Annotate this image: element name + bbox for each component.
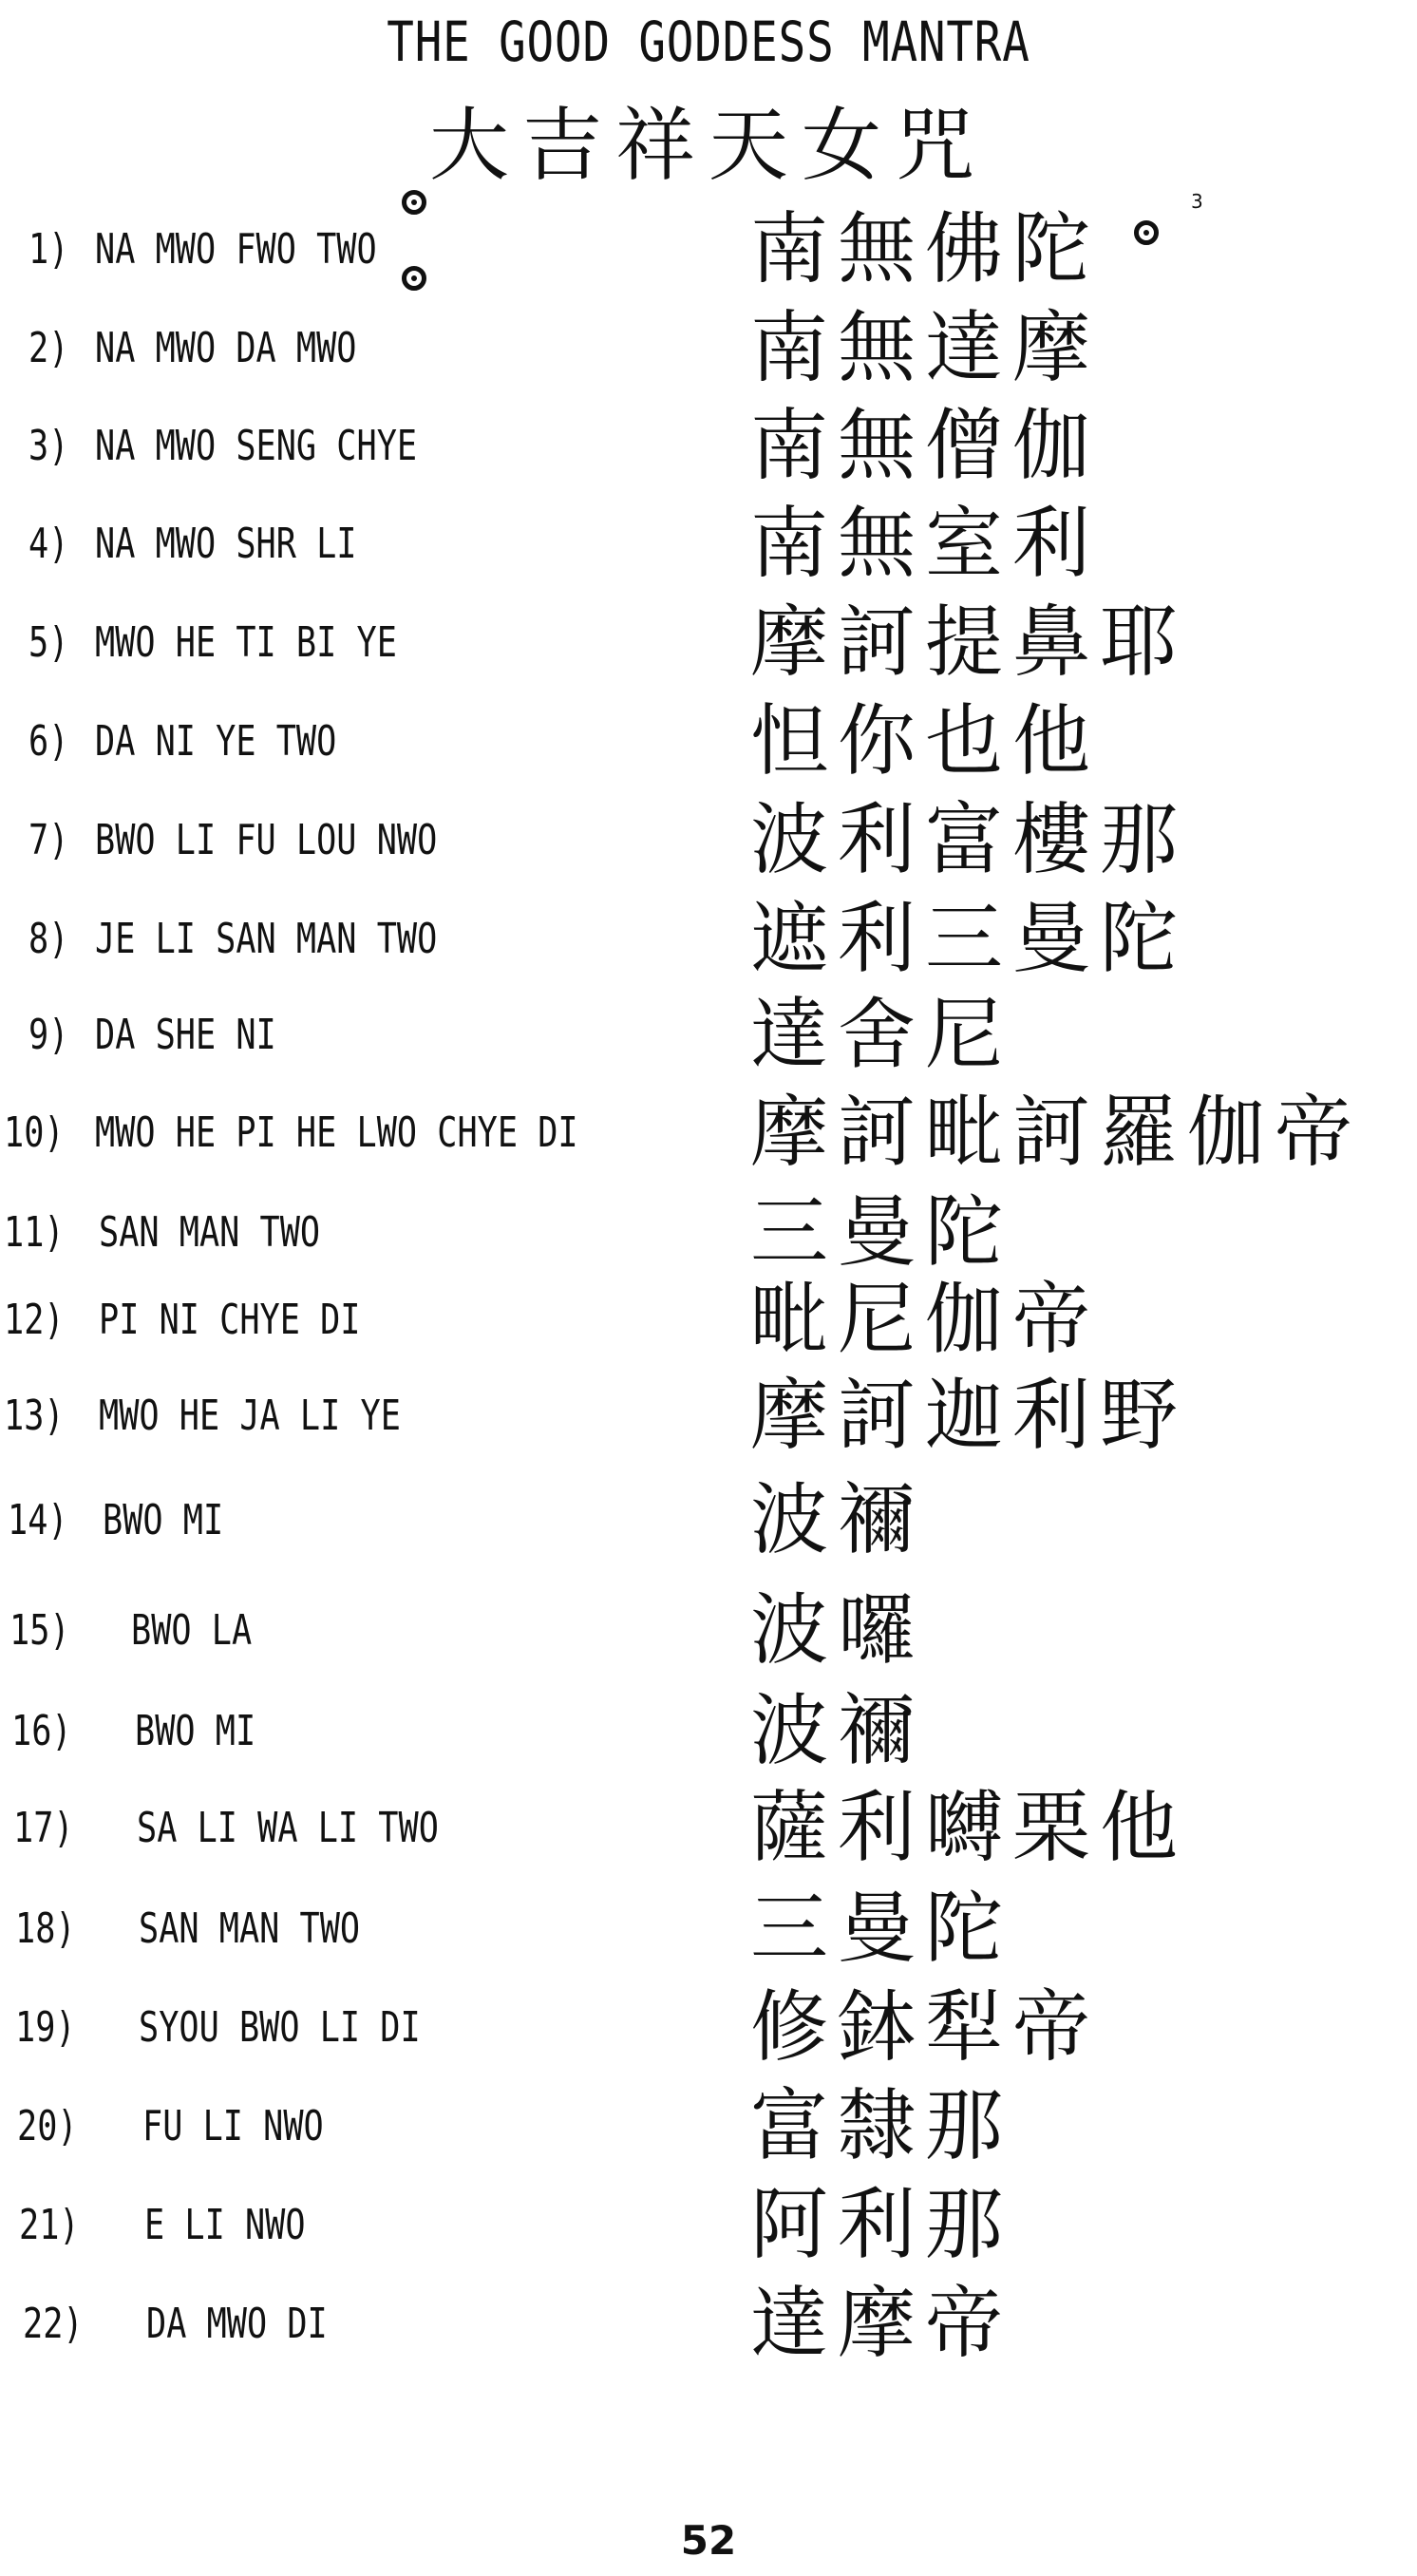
- romanization: NA MWO SHR LI: [95, 520, 357, 568]
- line-number: 1): [28, 225, 69, 274]
- line-number: 5): [28, 618, 69, 667]
- romanization: BWO LI FU LOU NWO: [95, 816, 438, 864]
- chinese-text: 富隸那: [750, 2081, 1013, 2171]
- romanization: MWO HE TI BI YE: [95, 618, 397, 667]
- mantra-line-3: [0, 401, 1417, 491]
- mantra-line-11: [0, 1187, 1417, 1278]
- romanization: SAN MAN TWO: [99, 1208, 321, 1257]
- line-number: 20): [17, 2102, 78, 2150]
- romanization: MWO HE PI HE LWO CHYE DI: [95, 1108, 578, 1157]
- line-number: 22): [23, 2300, 84, 2348]
- line-number: 4): [28, 520, 69, 568]
- romanization: NA MWO SENG CHYE: [95, 422, 418, 470]
- dharma-circle-icon: [1134, 220, 1159, 245]
- line-number: 17): [13, 1804, 74, 1852]
- line-number: 9): [28, 1011, 69, 1059]
- line-number: 10): [4, 1108, 65, 1157]
- line-number: 7): [28, 816, 69, 864]
- chinese-text: 修鉢犁帝: [750, 1982, 1101, 2073]
- romanization: FU LI NWO: [142, 2102, 324, 2150]
- chinese-text: 薩利嚩栗他: [750, 1783, 1188, 1873]
- line-number: 2): [28, 324, 69, 372]
- romanization: DA NI YE TWO: [95, 717, 337, 766]
- chinese-text: 達摩帝: [750, 2279, 1013, 2369]
- mantra-line-19: [0, 1982, 1417, 2073]
- chinese-text: 怛你也他: [750, 696, 1101, 786]
- chinese-text: 摩訶毗訶羅伽帝: [750, 1088, 1363, 1178]
- line-number: 15): [9, 1606, 70, 1655]
- romanization: MWO HE JA LI YE: [99, 1392, 401, 1440]
- line-number: 8): [28, 915, 69, 963]
- romanization: SA LI WA LI TWO: [137, 1804, 439, 1852]
- chinese-text: 摩訶迦利野: [750, 1371, 1188, 1461]
- mantra-line-17: [0, 1783, 1417, 1873]
- mantra-line-4: [0, 499, 1417, 589]
- chinese-text: 波禰: [750, 1475, 926, 1565]
- mantra-line-1: [0, 204, 1417, 294]
- romanization: PI NI CHYE DI: [99, 1296, 361, 1344]
- chinese-text: 達舍尼: [750, 990, 1013, 1080]
- mantra-line-7: [0, 795, 1417, 885]
- chinese-text: 毗尼伽帝: [750, 1275, 1101, 1365]
- romanization: NA MWO FWO TWO: [95, 225, 377, 274]
- romanization: NA MWO DA MWO: [95, 324, 357, 372]
- line-number: 6): [28, 717, 69, 766]
- chinese-text: 遮利三曼陀: [750, 894, 1188, 984]
- romanization: DA SHE NI: [95, 1011, 276, 1059]
- page-title-chinese: 大吉祥天女咒: [428, 99, 988, 192]
- page-number: 52: [680, 2517, 737, 2564]
- mantra-line-2: [0, 303, 1417, 393]
- chinese-text: 南無達摩: [750, 303, 1101, 393]
- chinese-text: 波利富樓那: [750, 795, 1188, 885]
- dharma-circle-icon: [402, 190, 426, 215]
- line-number: 13): [4, 1392, 65, 1440]
- mantra-line-12: [0, 1275, 1417, 1365]
- marker-number: 3: [1191, 190, 1203, 213]
- mantra-line-5: [0, 597, 1417, 688]
- romanization: SYOU BWO LI DI: [139, 2003, 421, 2052]
- line-number: 14): [8, 1496, 68, 1544]
- line-number: 16): [11, 1707, 72, 1755]
- mantra-line-13: [0, 1373, 1417, 1459]
- mantra-line-20: [0, 2081, 1417, 2171]
- mantra-line-9: [0, 990, 1417, 1080]
- line-number: 21): [19, 2201, 80, 2249]
- chinese-text: 南無室利: [750, 499, 1101, 589]
- chinese-text: 南無佛陀: [750, 204, 1101, 294]
- romanization: JE LI SAN MAN TWO: [95, 915, 438, 963]
- romanization: BWO LA: [131, 1606, 253, 1655]
- chinese-text: 波囉: [750, 1585, 926, 1676]
- line-number: 11): [4, 1208, 65, 1257]
- mantra-line-15: [0, 1585, 1417, 1676]
- mantra-line-6: [0, 696, 1417, 786]
- line-number: 3): [28, 422, 69, 470]
- chinese-text: 摩訶提鼻耶: [750, 597, 1188, 688]
- mantra-line-22: [0, 2279, 1417, 2369]
- mantra-line-18: [0, 1886, 1417, 1972]
- line-number: 19): [15, 2003, 76, 2052]
- page-title-english: THE GOOD GODDESS MANTRA: [387, 9, 1030, 74]
- mantra-line-10: [0, 1090, 1417, 1176]
- mantra-line-16: [0, 1686, 1417, 1776]
- romanization: SAN MAN TWO: [139, 1904, 361, 1953]
- romanization: BWO MI: [135, 1707, 256, 1755]
- romanization: BWO MI: [103, 1496, 224, 1544]
- chinese-text: 阿利那: [750, 2180, 1013, 2270]
- mantra-line-8: [0, 894, 1417, 984]
- chinese-text: 三曼陀: [750, 1884, 1013, 1974]
- chinese-text: 三曼陀: [750, 1187, 1013, 1278]
- chinese-text: 南無僧伽: [750, 401, 1101, 491]
- chinese-text: 波禰: [750, 1686, 926, 1776]
- dharma-circle-icon: [402, 266, 426, 291]
- line-number: 12): [4, 1296, 65, 1344]
- line-number: 18): [15, 1904, 76, 1953]
- mantra-line-21: [0, 2180, 1417, 2270]
- mantra-line-14: [0, 1475, 1417, 1565]
- romanization: DA MWO DI: [146, 2300, 328, 2348]
- romanization: E LI NWO: [144, 2201, 306, 2249]
